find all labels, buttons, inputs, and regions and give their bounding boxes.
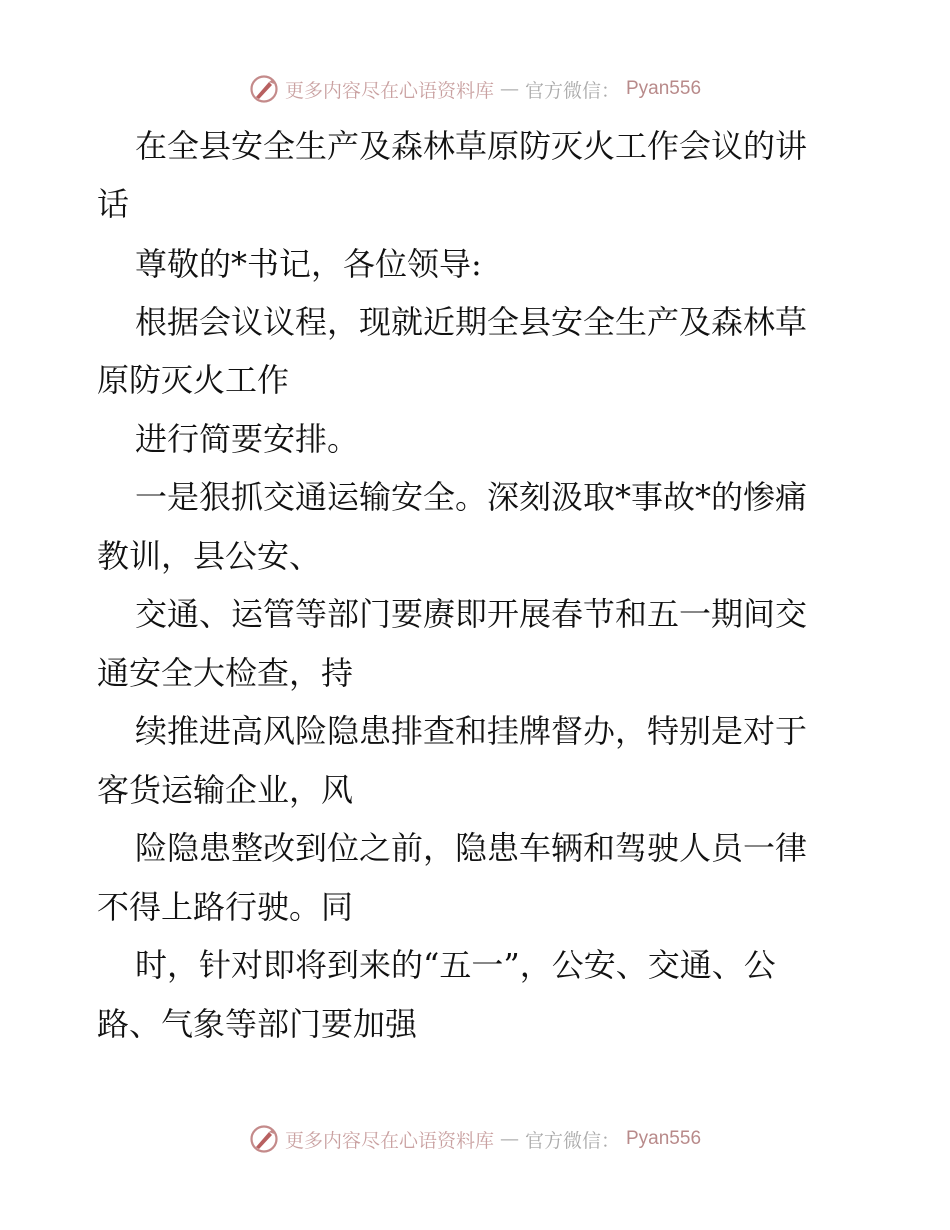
doc-paragraph-line: 不得上路行驶。同 (97, 888, 354, 926)
doc-paragraph-line: 续推进高风险隐患排查和挂牌督办，特别是对于 (135, 712, 808, 750)
doc-paragraph-line: 客货运输企业，风 (97, 771, 354, 809)
doc-paragraph-line: 原防灭火工作 (97, 361, 290, 399)
watermark-text: 更多内容尽在心语资料库 (284, 1129, 494, 1152)
watermark-contact-label: 官方微信： (524, 79, 620, 102)
watermark-footer (0, 1124, 950, 1154)
doc-paragraph-line: 教训，县公安、 (97, 537, 322, 575)
doc-salutation: 尊敬的*书记，各位领导: (135, 245, 482, 283)
doc-title-line-1: 在全县安全生产及森林草原防灭火工作会议的讲 (135, 127, 808, 165)
watermark-contact-label: 官方微信： (524, 1129, 620, 1152)
doc-paragraph-line: 根据会议议程，现就近期全县安全生产及森林草 (135, 303, 808, 341)
watermark-separator: — (499, 1128, 519, 1150)
watermark-separator: — (499, 78, 519, 100)
watermark-contact-id: Pyan556 (626, 78, 702, 99)
watermark-contact-id: Pyan556 (626, 1128, 702, 1149)
watermark-text: 更多内容尽在心语资料库 (284, 79, 494, 102)
doc-paragraph-line: 进行简要安排。 (135, 420, 360, 458)
doc-paragraph-line: 交通、运管等部门要赓即开展春节和五一期间交 (135, 595, 808, 633)
doc-paragraph-line: 一是狠抓交通运输安全。深刻汲取*事故*的惨痛 (135, 478, 808, 516)
watermark-header (0, 74, 950, 104)
doc-paragraph-line: 路、气象等部门要加强 (97, 1005, 418, 1043)
doc-paragraph-line: 险隐患整改到位之前，隐患车辆和驾驶人员一律 (135, 829, 808, 867)
quill-logo-icon (249, 74, 279, 104)
doc-paragraph-line: 通安全大检查，持 (97, 654, 354, 692)
quill-logo-icon (249, 1124, 279, 1154)
doc-paragraph-line: 时，针对即将到来的“五一”，公安、交通、公 (135, 946, 776, 984)
doc-title-line-2: 话 (97, 185, 130, 223)
